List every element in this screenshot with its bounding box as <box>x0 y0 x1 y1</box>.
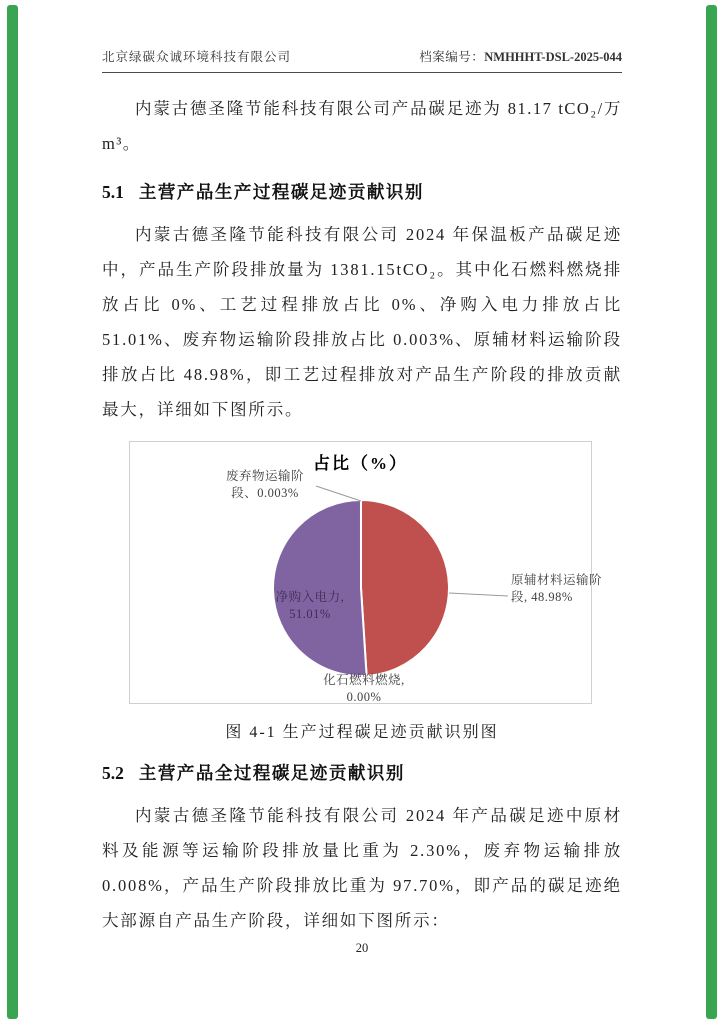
header-doc-number <box>419 47 622 65</box>
section-5-1-number: 5.1 <box>102 182 124 202</box>
page-content <box>102 0 622 938</box>
header-company-name: 北京绿碳众诚环境科技有限公司 <box>102 50 292 64</box>
section-5-1-heading <box>102 179 622 204</box>
right-green-border <box>706 5 717 1019</box>
pie-label-raw-material-transport: 原辅材料运输阶段, 48.98% <box>511 573 603 604</box>
pie-slice <box>361 500 449 676</box>
section-5-1-paragraph: 内蒙古德圣隆节能科技有限公司 2024 年保温板产品碳足迹中，产品生产阶段排放量为 1381.15tCO₂。其中化石燃料燃烧排放占比 0%、工艺过程排放占比 0%、净购入电力排放占比 51.01%、废弃物运输阶段排放占比 0.003%、原辅材料运输阶段排放占比 48.98%，即工艺过程排放对产品生产阶段的排放贡献最大，详细如下图所示。 <box>102 225 622 419</box>
section-5-1-title: 主营产品生产过程碳足迹贡献识别 <box>138 182 424 202</box>
figure-caption: 图 4-1 生产过程碳足迹贡献识别图 <box>225 724 499 741</box>
pie-chart-figure <box>129 441 603 704</box>
intro-paragraph: 内蒙古德圣隆节能科技有限公司产品碳足迹为 81.17 tCO₂/万 m³。 <box>102 99 622 153</box>
page-header <box>102 0 622 73</box>
page-number: 20 <box>355 941 369 955</box>
leader-line-right <box>449 593 508 596</box>
pie-label-waste-transport: 废弃物运输阶段、0.003% <box>225 469 304 500</box>
pie-slices <box>273 500 449 676</box>
section-5-2-paragraph: 内蒙古德圣隆节能科技有限公司 2024 年产品碳足迹中原材料及能源等运输阶段排放量比重为 2.30%，废弃物运输排放 0.008%，产品生产阶段排放比重为 97.70%，即产品的碳足迹绝大部源自产品生产阶段，详细如下图所示： <box>102 806 622 930</box>
section-5-2-number: 5.2 <box>102 763 124 783</box>
doc-number-value: NMHHHT-DSL-2025-044 <box>484 50 622 64</box>
section-5-2-heading <box>102 760 622 785</box>
pie-label-fossil-fuel: 化石燃料燃烧, 0.00% <box>323 673 405 704</box>
leader-line-top <box>316 486 361 501</box>
doc-number-label: 档案编号： <box>419 50 485 64</box>
pie-slice <box>273 500 367 676</box>
left-green-border <box>7 5 18 1019</box>
pie-label-purchased-electricity: 净购入电力, 51.01% <box>275 590 345 621</box>
section-5-2-title: 主营产品全过程碳足迹贡献识别 <box>138 763 405 783</box>
chart-title: 占比（%） <box>313 454 408 473</box>
